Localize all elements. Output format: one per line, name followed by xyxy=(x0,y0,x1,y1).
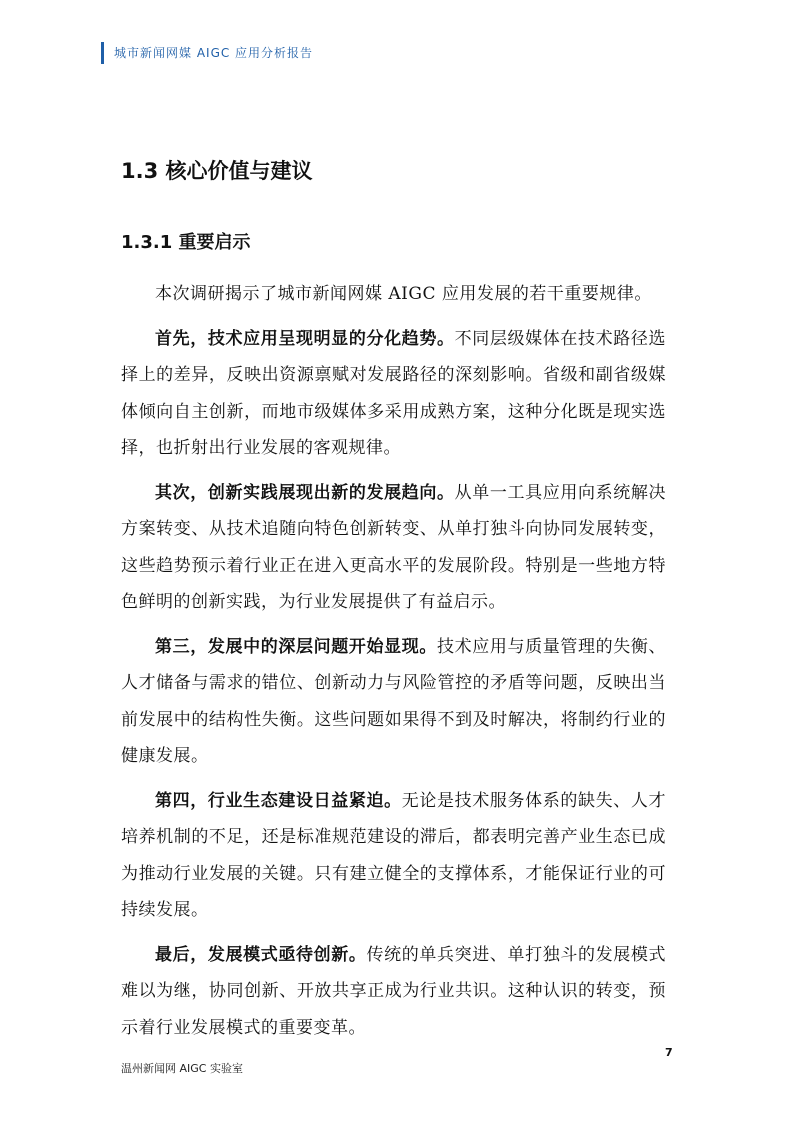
subsection-heading: 1.3.1 重要启示 xyxy=(121,232,251,253)
paragraph-text: 本次调研揭示了城市新闻网媒 AIGC 应用发展的若干重要规律。 xyxy=(155,284,652,304)
paragraph xyxy=(121,783,666,929)
header-accent-bar xyxy=(101,42,104,64)
paragraph-lead: 第四，行业生态建设日益紧迫。 xyxy=(155,790,402,811)
paragraph-lead: 首先，技术应用呈现明显的分化趋势。 xyxy=(155,328,455,349)
running-header: 城市新闻网媒 AIGC 应用分析报告 xyxy=(114,46,314,60)
paragraph-text: 无论是技术服务体系的缺失、人才培养机制的不足，还是标准规范建设的滞后，都表明完善产业生态已成为推动行业发展的关键。只有建立健全的支撑体系，才能保证行业的可持续发展。 xyxy=(121,790,666,920)
paragraph xyxy=(121,321,666,467)
paragraph xyxy=(121,937,666,1047)
footer-organization: 温州新闻网 AIGC 实验室 xyxy=(121,1062,243,1075)
paragraph-lead: 最后，发展模式亟待创新。 xyxy=(155,944,367,965)
page-number: 7 xyxy=(665,1046,673,1059)
section-heading: 1.3 核心价值与建议 xyxy=(121,159,313,183)
paragraph-lead: 其次，创新实践展现出新的发展趋向。 xyxy=(155,482,455,503)
paragraph xyxy=(121,276,666,313)
paragraph-text: 不同层级媒体在技术路径选择上的差异，反映出资源禀赋对发展路径的深刻影响。省级和副省级媒体倾向自主创新，而地市级媒体多采用成熟方案，这种分化既是现实选择，也折射出行业发展的客观规律。 xyxy=(121,328,666,458)
paragraph xyxy=(121,629,666,775)
paragraph-lead: 第三，发展中的深层问题开始显现。 xyxy=(155,636,437,657)
paragraph-text: 从单一工具应用向系统解决方案转变、从技术追随向特色创新转变、从单打独斗向协同发展转变，这些趋势预示着行业正在进入更高水平的发展阶段。特别是一些地方特色鲜明的创新实践，为行业发展提供了有益启示。 xyxy=(121,482,666,612)
paragraph xyxy=(121,475,666,621)
paragraph-text: 传统的单兵突进、单打独斗的发展模式难以为继，协同创新、开放共享正成为行业共识。这种认识的转变，预示着行业发展模式的重要变革。 xyxy=(121,944,666,1038)
paragraph-text: 技术应用与质量管理的失衡、人才储备与需求的错位、创新动力与风险管控的矛盾等问题，反映出当前发展中的结构性失衡。这些问题如果得不到及时解决，将制约行业的健康发展。 xyxy=(121,636,666,766)
body-text xyxy=(121,276,666,1054)
